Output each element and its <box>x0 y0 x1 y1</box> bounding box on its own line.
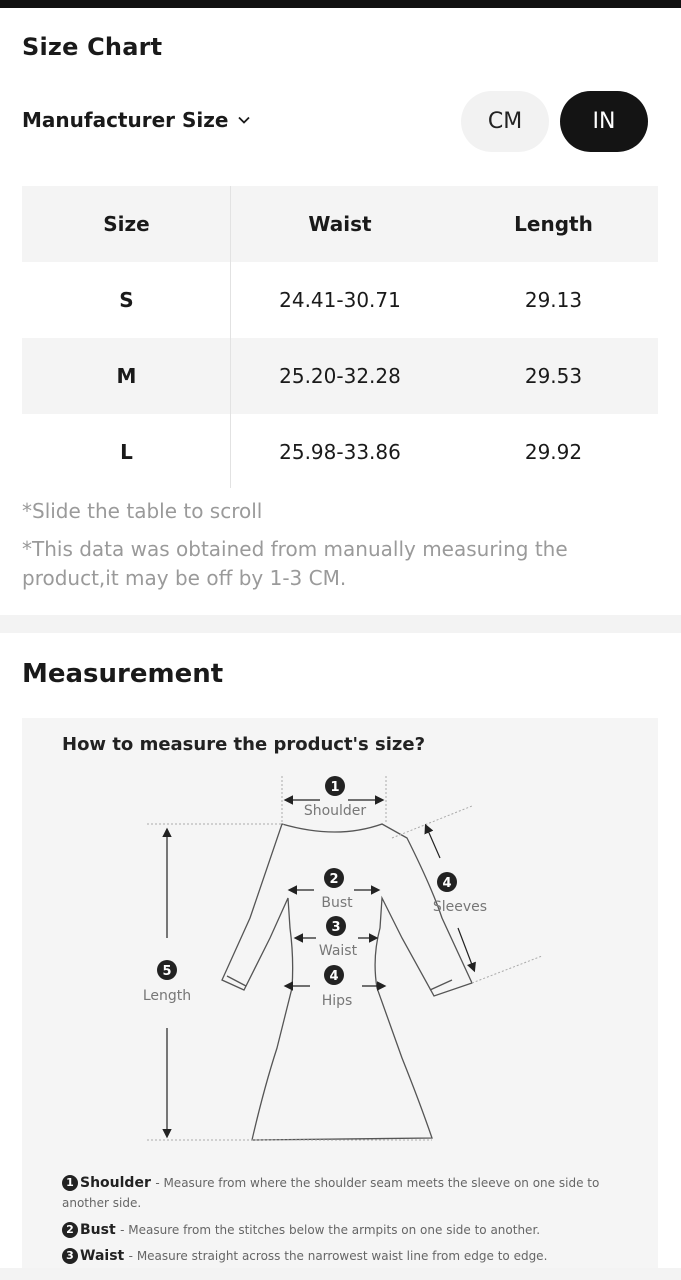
shoulder-label: Shoulder <box>303 803 367 819</box>
cell-waist: 24.41-30.71 <box>279 288 401 312</box>
legend-item-shoulder <box>62 1173 632 1213</box>
header-size: Size <box>103 212 150 236</box>
legend-term: Waist <box>80 1248 125 1264</box>
unit-in-button[interactable]: IN <box>560 91 648 152</box>
unit-cm-button[interactable]: CM <box>461 91 549 152</box>
cell-size: M <box>116 364 137 388</box>
legend-item-waist <box>62 1246 632 1266</box>
svg-text:1: 1 <box>330 780 340 795</box>
measurement-title: Measurement <box>22 659 224 689</box>
dress-measurement-diagram <box>22 758 658 1158</box>
cell-length: 29.13 <box>524 288 583 312</box>
accuracy-note: *This data was obtained from manually measuring the product,it may be off by 1-3 CM. <box>22 537 568 590</box>
legend-number: 3 <box>62 1248 78 1264</box>
measurement-guide-title: How to measure the product's size? <box>62 734 426 755</box>
svg-text:5: 5 <box>162 964 172 979</box>
scroll-hint: *Slide the table to scroll <box>22 499 263 523</box>
legend-number: 2 <box>62 1222 78 1238</box>
header-length: Length <box>514 212 593 236</box>
table-header-row <box>22 186 658 262</box>
table-row <box>22 414 658 490</box>
legend-number: 1 <box>62 1175 78 1191</box>
svg-text:4: 4 <box>442 876 452 891</box>
cell-size: L <box>120 440 133 464</box>
hips-label: Hips <box>321 993 353 1009</box>
size-system-dropdown[interactable] <box>22 108 252 132</box>
legend-term: Bust <box>80 1222 116 1238</box>
cell-length: 29.92 <box>524 440 583 464</box>
size-chart-title: Size Chart <box>22 33 163 61</box>
cell-waist: 25.20-32.28 <box>279 364 401 388</box>
measurement-guide-panel <box>22 718 658 1268</box>
svg-text:3: 3 <box>331 920 341 935</box>
legend-description: - Measure from the stitches below the armpits on one side to another. <box>120 1223 541 1237</box>
size-table[interactable] <box>22 186 658 490</box>
cell-size: S <box>119 288 134 312</box>
top-bar <box>0 0 681 8</box>
svg-text:2: 2 <box>329 872 339 887</box>
legend-description: - Measure from where the shoulder seam meets the sleeve on one side to another side. <box>62 1176 600 1210</box>
length-label: Length <box>142 988 192 1004</box>
table-column-divider <box>230 186 231 488</box>
size-system-label: Manufacturer Size <box>22 108 229 132</box>
bust-label: Bust <box>321 895 353 911</box>
table-row <box>22 262 658 338</box>
waist-label: Waist <box>318 943 358 959</box>
cell-waist: 25.98-33.86 <box>279 440 401 464</box>
legend-term: Shoulder <box>80 1175 151 1191</box>
legend-description: - Measure straight across the narrowest waist line from edge to edge. <box>128 1249 548 1263</box>
svg-text:4: 4 <box>329 969 339 984</box>
table-row <box>22 338 658 414</box>
section-divider <box>0 615 681 633</box>
bottom-divider <box>0 1268 681 1280</box>
dress-outline <box>222 824 472 1140</box>
legend-item-bust <box>62 1220 632 1240</box>
header-waist: Waist <box>308 212 372 236</box>
chevron-down-icon <box>236 112 252 128</box>
sleeves-label: Sleeves <box>432 899 488 915</box>
cell-length: 29.53 <box>524 364 583 388</box>
